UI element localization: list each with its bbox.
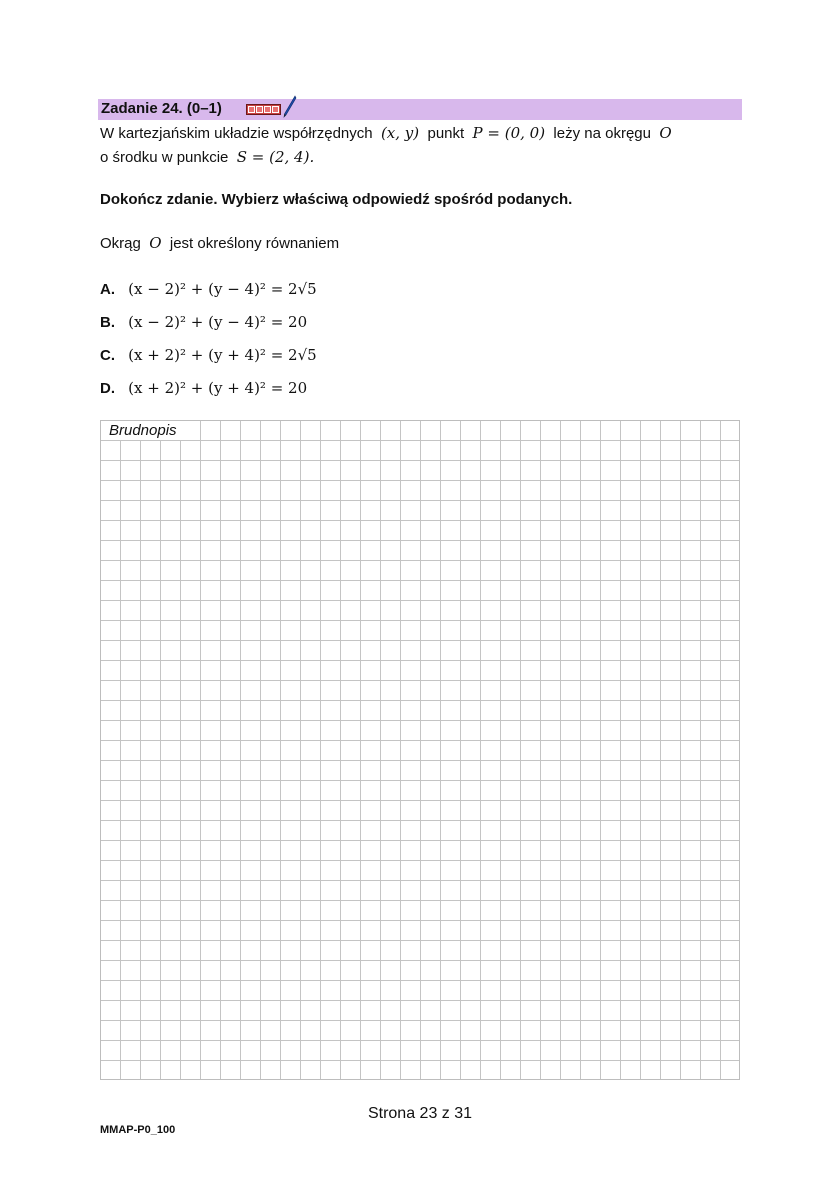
- scratchpad-label-box: [101, 421, 201, 441]
- pen-icon: [283, 95, 297, 119]
- option-equation: (x + 2)² + (y + 4)² = 20: [128, 379, 308, 397]
- option-b[interactable]: [100, 313, 307, 331]
- exam-code: MMAP-P0_100: [100, 1124, 176, 1136]
- option-letter: D.: [100, 380, 115, 397]
- intro-text: leży na okręgu: [553, 125, 651, 142]
- option-equation: (x − 2)² + (y − 4)² = 20: [128, 313, 308, 331]
- task-title: Zadanie 24. (0–1): [101, 100, 222, 117]
- math-xy: (x, y): [380, 124, 420, 142]
- option-letter: C.: [100, 347, 115, 364]
- option-letter: B.: [100, 314, 115, 331]
- option-equation: (x − 2)² + (y − 4)² = 2√5: [128, 280, 317, 298]
- scratchpad-grid: [100, 420, 740, 1080]
- question-stem: [100, 234, 339, 252]
- instruction: Dokończ zdanie. Wybierz właściwą odpowiedź spośród podanych.: [100, 191, 573, 208]
- math-circle-o: O: [149, 234, 162, 252]
- option-a[interactable]: [100, 280, 317, 298]
- score-boxes: [246, 104, 281, 115]
- option-letter: A.: [100, 281, 115, 298]
- scratchpad-label: Brudnopis: [109, 422, 177, 439]
- math-circle-o: O: [659, 124, 672, 142]
- intro-text: punkt: [427, 125, 465, 142]
- intro-line-1: [100, 124, 672, 142]
- score-box-4: [272, 106, 279, 113]
- option-c[interactable]: [100, 346, 317, 364]
- intro-line-2: [100, 148, 314, 166]
- task-header: [98, 99, 742, 120]
- score-box-2: [256, 106, 263, 113]
- math-point-s: S = (2, 4).: [236, 148, 315, 166]
- stem-text: jest określony równaniem: [169, 235, 340, 252]
- score-box-1: [248, 106, 255, 113]
- option-d[interactable]: [100, 379, 307, 397]
- math-point-p: P = (0, 0): [472, 124, 546, 142]
- intro-text: W kartezjańskim układzie współrzędnych: [100, 125, 373, 142]
- stem-text: Okrąg: [100, 235, 141, 252]
- option-equation: (x + 2)² + (y + 4)² = 2√5: [128, 346, 317, 364]
- page-number: Strona 23 z 31: [367, 1105, 473, 1122]
- score-box-3: [264, 106, 271, 113]
- intro-text: o środku w punkcie: [100, 149, 229, 166]
